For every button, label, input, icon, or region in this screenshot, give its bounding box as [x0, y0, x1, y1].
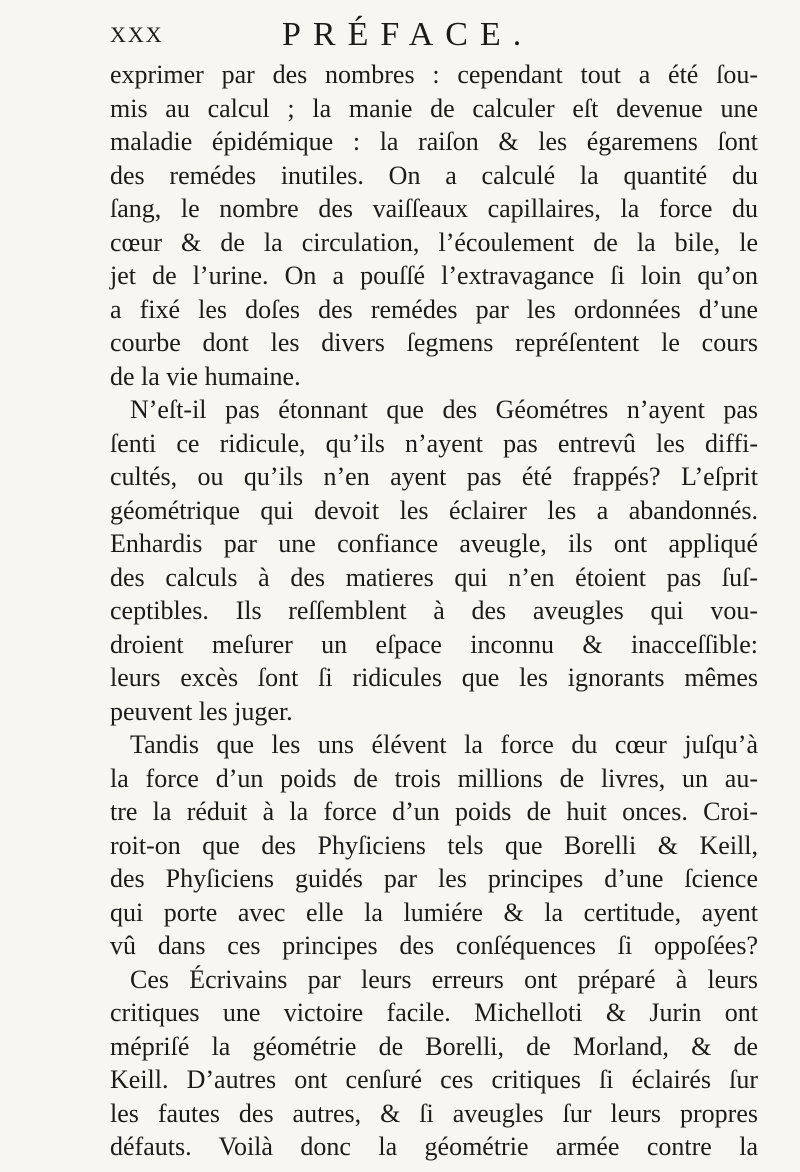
text-line: ceptibles. Ils reſſemblent à des aveugles qui vou-: [110, 596, 758, 625]
text-line: mis au calcul ; la manie de calculer eſt devenue une: [110, 93, 758, 123]
text-line: des remédes inutiles. On a calculé la quantité du: [110, 160, 758, 190]
text-line: de la vie humaine.: [110, 361, 301, 391]
text-line: Tandis que les uns élévent la force du cœur juſqu’à: [130, 730, 758, 759]
text-line: cultés, ou qu’ils n’en ayent pas été frappés? L’eſprit: [110, 462, 758, 491]
text-line: peuvent les juger.: [110, 696, 293, 726]
text-line: courbe dont les divers ſegmens repréſentent le cours: [110, 328, 758, 357]
text-line: critiques une victoire facile. Michelloti & Jurin ont: [110, 998, 758, 1027]
text-line: la force d’un poids de trois millions de livres, un au-: [110, 763, 758, 793]
text-line: a fixé les doſes des remédes par les ordonnées d’une: [110, 294, 758, 324]
text-line: leurs excès ſont ſi ridicules que les ignorants mêmes: [110, 663, 758, 692]
text-line: ſang, le nombre des vaiſſeaux capillaires, la force du: [110, 194, 758, 223]
text-line: Keill. D’autres ont cenſuré ces critiques ſi éclairés ſur: [110, 1065, 758, 1094]
text-line: roit-on que des Phyſiciens tels que Borelli & Keill,: [110, 830, 758, 860]
text-line: Ces Écrivains par leurs erreurs ont préparé à leurs: [130, 964, 758, 994]
body-text: [110, 58, 758, 1164]
text-line: exprimer par des nombres : cependant tout a été ſou-: [110, 60, 758, 89]
text-line: N’eſt-il pas étonnant que des Géométres n’ayent pas: [130, 395, 758, 424]
running-head: [110, 16, 750, 62]
text-line: défauts. Voilà donc la géométrie armée contre la: [110, 1132, 758, 1161]
text-line: ſenti ce ridicule, qu’ils n’ayent pas entrevû les diffi-: [110, 428, 758, 458]
text-line: tre la réduit à la force d’un poids de huit onces. Croi-: [110, 797, 758, 826]
text-line: vû dans ces principes des conſéquences ſi oppoſées?: [110, 931, 758, 960]
text-line: cœur & de la circulation, l’écoulement de la bile, le: [110, 227, 758, 257]
page-number: XXX: [110, 22, 164, 47]
text-line: les fautes des autres, & ſi aveugles ſur leurs propres: [110, 1098, 758, 1128]
text-line: maladie épidémique : la raiſon & les égaremens ſont: [110, 127, 758, 156]
text-line: jet de l’urine. On a pouſſé l’extravagance ſi loin qu’on: [110, 261, 758, 290]
text-line: des calculs à des matieres qui n’en étoient pas ſuſ-: [110, 562, 758, 592]
text-line: droient meſurer un eſpace inconnu & inacceſſible:: [110, 629, 758, 659]
running-title: PRÉFACE.: [282, 16, 534, 53]
text-line: mépriſé la géométrie de Borelli, de Morland, & de: [110, 1031, 758, 1061]
text-line: Enhardis par une confiance aveugle, ils ont appliqué: [110, 529, 758, 558]
text-line: des Phyſiciens guidés par les principes d’une ſcience: [110, 864, 758, 893]
text-line: qui porte avec elle la lumiére & la certitude, ayent: [110, 897, 758, 927]
text-line: géométrique qui devoit les éclairer les a abandonnés.: [110, 495, 758, 525]
